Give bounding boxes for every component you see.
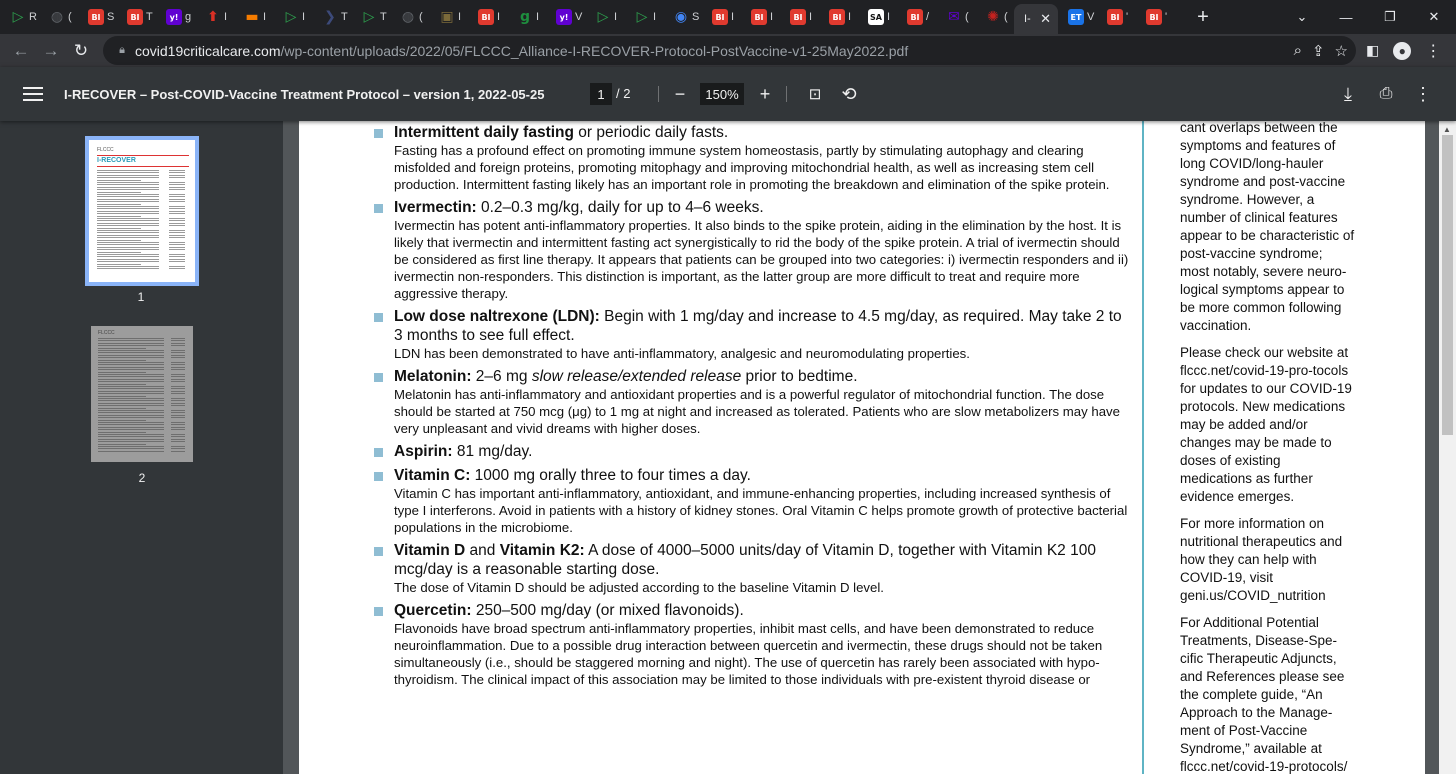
item-name: Vitamin K2: (499, 542, 585, 559)
bi-icon: BI (1146, 9, 1162, 25)
item-heading (394, 307, 1134, 345)
tab-title: ' (1165, 11, 1168, 23)
divider (786, 86, 787, 102)
item-heading (394, 442, 1134, 461)
tab-title: I (536, 11, 540, 23)
thumb-title: I-RECOVER (97, 157, 136, 164)
browser-toolbar (0, 34, 1456, 67)
browser-tab[interactable] (897, 0, 936, 34)
rumble-icon: ▷ (285, 9, 297, 25)
document-title: I-RECOVER – Post-COVID-Vaccine Treatment Protocol – version 1, 2022-05-25 (64, 86, 545, 102)
sidebar-paragraph: cant overlaps between the symptoms and features of long COVID/long-hauler syndrome and post-vaccine syndrome. However, a number of clinical features appear to be characteristic of post-vaccine syndrome; most notably, severe neuro-logical symptoms appear to be more common following vaccination. (1180, 121, 1355, 333)
protocol-item (374, 123, 1134, 193)
tab-title: I (809, 11, 813, 23)
browser-tab[interactable] (234, 0, 273, 34)
protocol-item (374, 367, 1134, 437)
page-thumbnail-2[interactable] (91, 326, 193, 462)
rumble-icon: ▷ (636, 9, 648, 25)
close-window-button[interactable]: ✕ (1428, 9, 1440, 24)
thumbnail-sidebar (0, 121, 283, 774)
browser-tab[interactable] (117, 0, 156, 34)
arrow-icon: ❯ (324, 9, 336, 25)
protocol-item (374, 541, 1134, 596)
item-dose-emphasis: slow release/extended release (531, 368, 742, 385)
tab-title: g (185, 11, 192, 23)
tab-title: ( (419, 11, 423, 23)
browser-tab[interactable] (1097, 0, 1136, 34)
tab-title: I (497, 11, 501, 23)
thumbnail-label-2: 2 (138, 471, 146, 485)
zoom-out-icon[interactable]: − (674, 83, 686, 104)
tab-title: I (848, 11, 852, 23)
browser-tab[interactable] (1136, 0, 1175, 34)
image-icon: ▣ (440, 9, 454, 25)
address-bar[interactable] (103, 36, 1356, 65)
browser-tab[interactable] (312, 0, 351, 34)
restore-button[interactable]: ❐ (1384, 9, 1396, 24)
tab-active[interactable] (1014, 4, 1058, 34)
page-count: / 2 (616, 86, 631, 101)
item-dose: 1000 mg orally three to four times a day. (470, 467, 751, 484)
item-dose: 250–500 mg/day (or mixed flavonoids). (471, 602, 744, 619)
bookmark-star-icon[interactable]: ☆ (1334, 42, 1348, 60)
bullet-square-icon (374, 129, 383, 138)
scrollbar[interactable] (1439, 121, 1456, 774)
profile-avatar[interactable]: ● (1393, 42, 1411, 60)
zoom-input[interactable]: 150% (700, 83, 744, 105)
tab-title: T (341, 11, 348, 23)
tab-title: I (302, 11, 306, 23)
item-description: Fasting has a profound effect on promoting immune system homeostasis, partly by stimulating autophagy and clearing misfolded and foreign proteins, promoting mitophagy and improving mitochondrial health, as well as increasing stem cell production. Intermittent fasting likely has an important role in promoting the breakdown and elimination of the spike protein. (394, 143, 1110, 192)
more-actions-icon[interactable]: ⋮ (1414, 83, 1432, 104)
forward-icon[interactable]: → (42, 40, 60, 60)
bi-icon: BI (790, 9, 806, 25)
thumbnail-label-1: 1 (137, 290, 145, 304)
item-heading (394, 198, 1134, 217)
fit-page-icon[interactable]: ⊡ (808, 86, 822, 103)
bullet-square-icon (374, 547, 383, 556)
tab-list-right (1058, 0, 1175, 34)
thumb-header: FLCCC (97, 147, 114, 153)
item-description: Vitamin C has important anti-inflammatory, antioxidant, and immune-enhancing properties, including increased synthesis of type I interferons. Avoid in patients with a history of kidney stones. Oral Vitamin C helps promote growth of protective bacterial populations in the microbiome. (394, 486, 1128, 535)
print-icon[interactable]: ⎙ (1379, 85, 1393, 102)
tab-title: ( (68, 11, 72, 23)
sidebar-column (1180, 121, 1355, 774)
browser-tab[interactable] (702, 0, 741, 34)
browser-tab[interactable] (507, 0, 546, 34)
globe-icon: ◍ (401, 9, 415, 25)
item-dose: prior to bedtime. (741, 368, 858, 385)
browser-tab[interactable] (429, 0, 468, 34)
item-name: Quercetin: (394, 602, 472, 619)
reload-icon[interactable]: ↻ (73, 40, 89, 60)
bullet-square-icon (374, 373, 383, 382)
item-description: Flavonoids have broad spectrum anti-inflammatory properties, inhibit mast cells, and have been demonstrated to reduce neuroinflammation. Due to a possible drug interaction between quercetin and ivermectin, these drugs should not be taken simultaneously (i.e., should be staggered morning and night). The use of quercetin has rarely been associated with hypo-thyroidism. The clinical impact of this association may be limited to those individuals with pre-existent thyroid disease or (394, 621, 1103, 687)
rumble-icon: ▷ (12, 9, 24, 25)
rumble-icon: ▷ (363, 9, 375, 25)
item-dose: A dose of 4000–5000 units/day of Vitamin D, together with Vitamin K2 100 mcg/day is a reasonable starting dose. (394, 542, 1096, 578)
item-name: Melatonin: (394, 368, 472, 385)
tab-list (0, 0, 1014, 34)
share-icon[interactable]: ⇪ (1311, 42, 1325, 60)
divider (658, 86, 659, 102)
url-host: covid19criticalcare.com (135, 42, 281, 59)
omnibox-actions (1294, 36, 1348, 65)
item-description: Melatonin has anti-inflammatory and antioxidant properties and is a powerful regulator of mitochondrial function. The dose should be started at 750 mcg (μg) to 1 mg at night and increased as tolerated. Patients who are slow metabolizers may have very unpleasant and vivid dreams with higher doses. (394, 387, 1120, 436)
globe-icon: ◍ (50, 9, 64, 25)
bi-icon: BI (829, 9, 845, 25)
shield-red-icon: ⬆ (207, 9, 219, 25)
protocol-item (374, 198, 1134, 302)
item-heading (394, 541, 1134, 579)
browser-tab[interactable] (780, 0, 819, 34)
bullet-square-icon (374, 448, 383, 457)
browser-tab[interactable] (858, 0, 897, 34)
chrome-icon: ◉ (674, 9, 688, 25)
pdf-page (299, 121, 1425, 774)
lock-icon[interactable]: 🔒︎ (119, 44, 125, 56)
browser-tab[interactable] (468, 0, 507, 34)
green-g-icon: g (519, 9, 531, 25)
item-name: Vitamin C: (394, 467, 471, 484)
bi-icon: BI (88, 9, 104, 25)
new-tab-button[interactable]: + (1197, 5, 1209, 28)
tab-title: I (887, 11, 891, 23)
browser-tab[interactable] (195, 0, 234, 34)
rumble-icon: ▷ (597, 9, 609, 25)
browser-tab[interactable] (975, 0, 1014, 34)
item-description: LDN has been demonstrated to have anti-inflammatory, analgesic and neuromodulating properties. (394, 346, 970, 361)
item-heading (394, 123, 1134, 142)
browser-tab[interactable] (351, 0, 390, 34)
scroll-up-icon[interactable]: ▲ (1443, 125, 1451, 134)
browser-tab[interactable] (39, 0, 78, 34)
browser-tab[interactable] (546, 0, 585, 34)
browser-tab[interactable] (936, 0, 975, 34)
tab-title: S (107, 11, 115, 23)
protocol-item (374, 307, 1134, 362)
protocol-item (374, 466, 1134, 536)
item-dose: 81 mg/day. (452, 443, 533, 460)
bi-icon: BI (751, 9, 767, 25)
page-number-input[interactable]: 1 (590, 83, 612, 105)
browser-tab[interactable] (78, 0, 117, 34)
bullet-square-icon (374, 607, 383, 616)
url-text[interactable] (135, 43, 908, 59)
item-dose: Begin with 1 mg/day and increase to 4.5 mg/day, as required. May take 2 to 3 months to see full effect. (394, 308, 1122, 344)
bullet-square-icon (374, 472, 383, 481)
tab-title: R (29, 11, 37, 23)
protocol-item (374, 601, 1134, 688)
tab-title: V (1087, 11, 1095, 23)
item-heading (394, 466, 1134, 485)
tab-title: I (653, 11, 657, 23)
item-connector: and (465, 542, 500, 559)
tab-title: T (380, 11, 387, 23)
browser-tab[interactable] (663, 0, 702, 34)
thumb-header: FLCCC (98, 330, 115, 336)
virus-icon: ✺ (987, 9, 999, 25)
browser-tab[interactable] (624, 0, 663, 34)
bullet-square-icon (374, 313, 383, 322)
item-description: Ivermectin has potent anti-inflammatory properties. It also binds to the spike protein, aiding in the elimination by the host. It is likely that ivermectin and intermittent fasting act synergistically to rid the body of the spike protein. A trial of ivermectin should be considered as first line therapy. It appears that patients can be grouped into two categories: i) ivermectin responders and ii) ivermectin non-responders. This distinction is important, as the latter group are more difficult to treat and require more aggressive therapy. (394, 218, 1129, 301)
page-thumbnail-1[interactable] (89, 140, 195, 282)
tab-title: I (458, 11, 462, 23)
sa-icon: SA (868, 9, 884, 25)
tab-title: V (575, 11, 583, 23)
url-path: /wp-content/uploads/2022/05/FLCCC_Alliance-I-RECOVER-Protocol-PostVaccine-v1-25May2022.pdf (280, 42, 909, 59)
tab-title: I (263, 11, 267, 23)
protocol-item (374, 442, 1134, 461)
item-dose: 0.2–0.3 mg/kg, daily for up to 4–6 weeks. (476, 199, 764, 216)
rotate-icon[interactable]: ⟲ (841, 83, 857, 104)
browser-tab[interactable] (741, 0, 780, 34)
close-tab-icon[interactable]: ✕ (1040, 11, 1051, 26)
browser-tab[interactable] (156, 0, 195, 34)
tab-search-icon[interactable]: ⌄ (1296, 9, 1308, 24)
bi-icon: BI (907, 9, 923, 25)
yahoo-icon: y! (166, 9, 182, 25)
item-name: Ivermectin: (394, 199, 477, 216)
tab-title: T (146, 11, 153, 23)
tab-title: I (731, 11, 735, 23)
browser-tab[interactable] (390, 0, 429, 34)
tab-title: / (926, 11, 930, 23)
item-dose: 2–6 mg (471, 368, 532, 385)
bookmark-icon: ▬ (245, 9, 259, 25)
item-name: Intermittent daily fasting (394, 124, 574, 141)
item-heading (394, 367, 1134, 386)
browser-tab[interactable] (0, 0, 39, 34)
tab-active-title: I- (1024, 13, 1031, 25)
yahoo-icon: y! (556, 9, 572, 25)
tab-title: I (770, 11, 774, 23)
browser-menu-icon[interactable]: ⋮ (1425, 42, 1442, 60)
sidebar-paragraph: For more information on nutritional therapeutics and how they can help with COVID-19, visit geni.us/COVID_nutrition (1180, 516, 1343, 603)
item-dose: or periodic daily fasts. (574, 124, 729, 141)
scroll-thumb[interactable] (1442, 135, 1453, 435)
toolbar-right (1366, 34, 1441, 67)
tab-title: ' (1126, 11, 1129, 23)
side-panel-icon[interactable]: ◧ (1366, 42, 1380, 58)
download-icon[interactable]: ⤓ (1344, 83, 1352, 104)
tab-title: I (614, 11, 618, 23)
browser-tab[interactable] (273, 0, 312, 34)
browser-tab[interactable] (819, 0, 858, 34)
pdf-toolbar (0, 67, 1456, 121)
bi-icon: BI (478, 9, 494, 25)
back-icon[interactable]: ← (12, 40, 30, 60)
bullet-square-icon (374, 204, 383, 213)
minimize-button[interactable]: — (1339, 9, 1353, 25)
item-name: Aspirin: (394, 443, 453, 460)
item-name: Low dose naltrexone (LDN): (394, 308, 600, 325)
browser-tab[interactable] (585, 0, 624, 34)
tab-strip (0, 0, 1456, 34)
tab-title: I (224, 11, 228, 23)
item-heading (394, 601, 1134, 620)
tab-title: ( (1004, 11, 1008, 23)
sidebar-paragraph: Please check our website at flccc.net/covid-19-pro-tocols for updates to our COVID-19 protocols. New medications may be added and/or changes may be made to doses of existing medications as further evidence emerges. (1180, 345, 1352, 504)
column-divider (1142, 121, 1144, 774)
tab-title: ( (965, 11, 969, 23)
menu-icon[interactable] (23, 87, 43, 101)
main-column (374, 123, 1134, 693)
bi-icon: BI (127, 9, 143, 25)
bi-icon: BI (712, 9, 728, 25)
et-icon: ET (1068, 9, 1084, 25)
zoom-in-icon[interactable]: + (759, 83, 771, 104)
zoom-icon[interactable]: ⌕ (1293, 42, 1302, 59)
mail-icon: ✉ (948, 9, 960, 25)
browser-tab[interactable] (1058, 0, 1097, 34)
pdf-viewer[interactable] (283, 121, 1439, 774)
item-name: Vitamin D (394, 542, 466, 559)
bi-icon: BI (1107, 9, 1123, 25)
item-description: The dose of Vitamin D should be adjusted according to the baseline Vitamin D level. (394, 580, 884, 595)
tab-title: S (692, 11, 700, 23)
sidebar-paragraph: For Additional Potential Treatments, Disease-Spe-cific Therapeutic Adjuncts, and References please see the complete guide, “An Approach to the Manage-ment of Post-Vaccine Syndrome,” available at flccc.net/covid-19-protocols/ (1180, 615, 1348, 774)
